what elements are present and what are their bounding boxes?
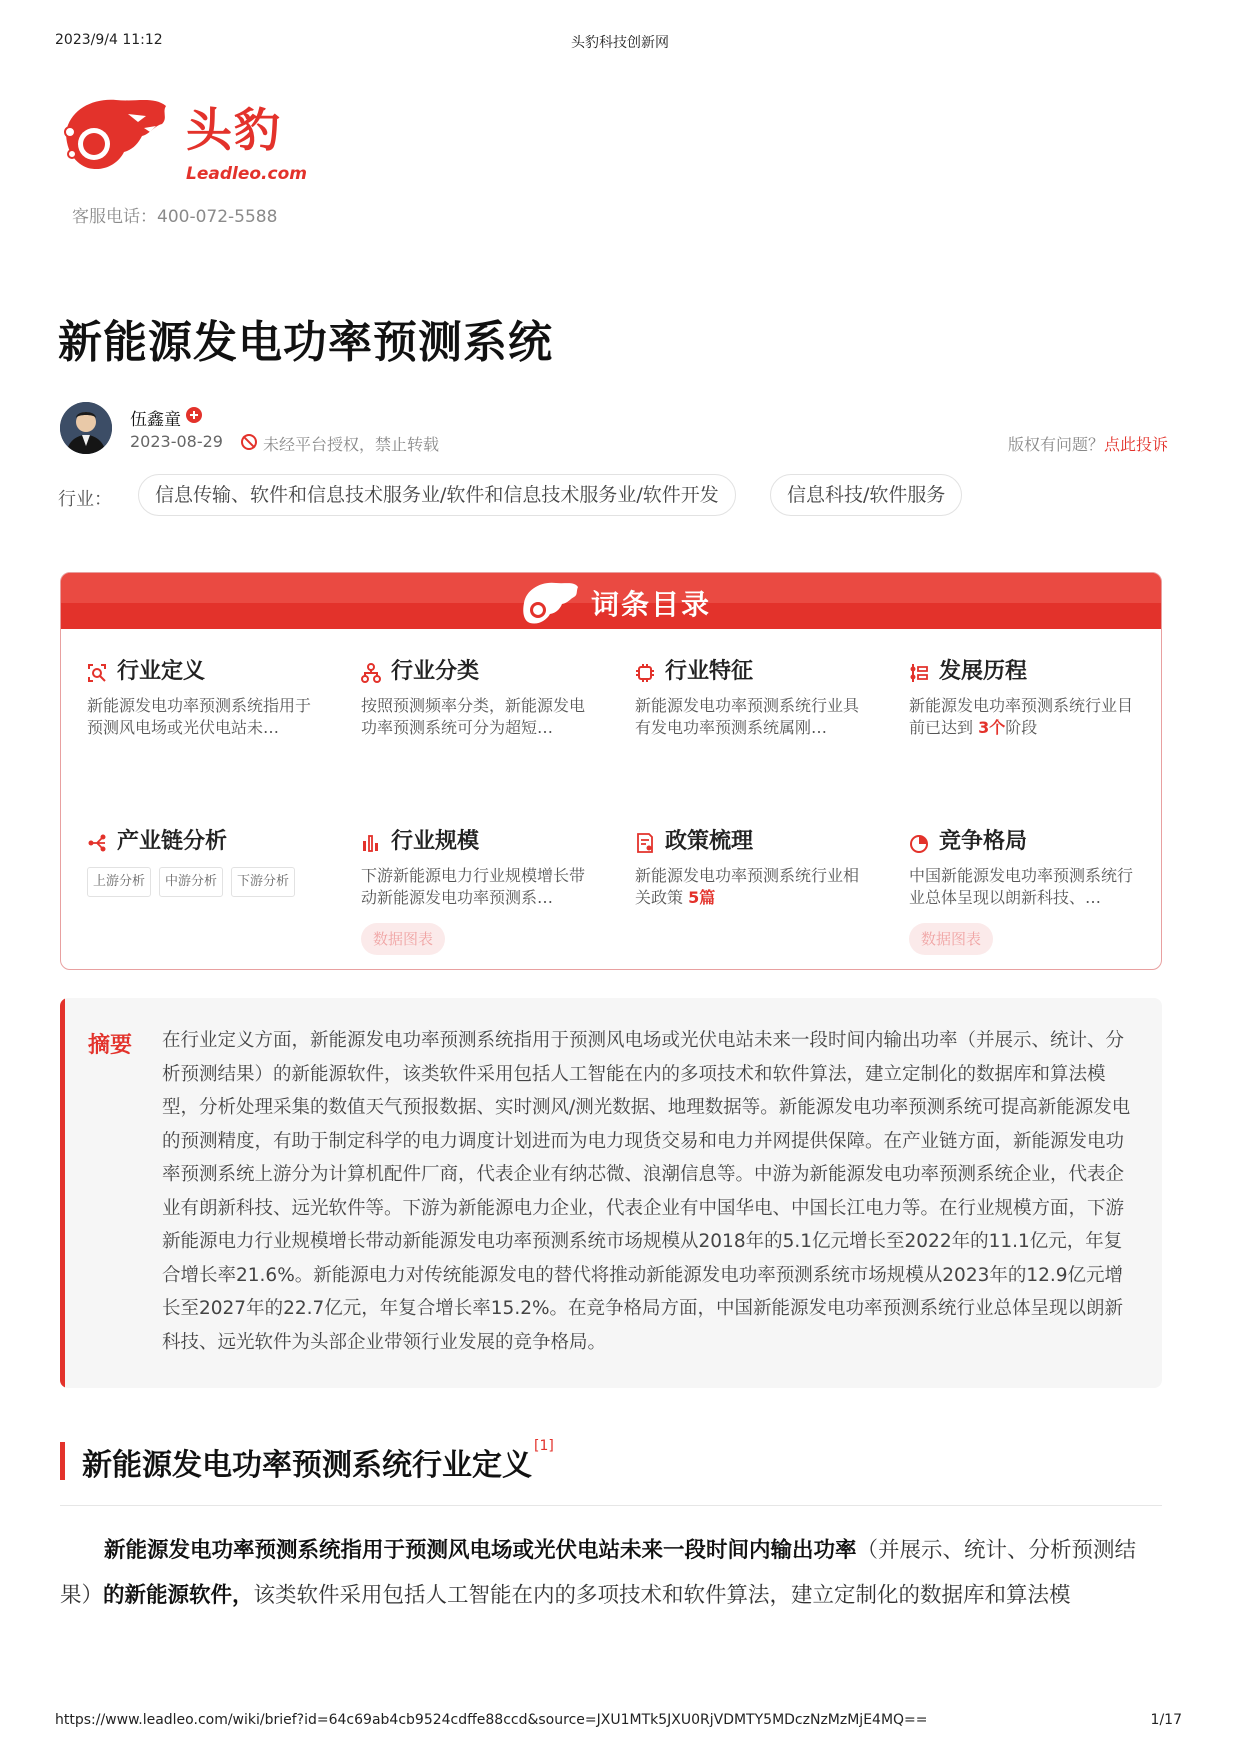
summary-box (60, 998, 1162, 1388)
copyright-question: 版权有问题？ (1007, 435, 1104, 454)
no-reprint-icon (241, 434, 257, 450)
toc-item-desc: 新能源发电功率预测系统行业相关政策 5篇 (635, 866, 860, 907)
author-name[interactable]: 伍鑫童 (130, 410, 181, 430)
verified-badge-icon (186, 407, 202, 423)
toc-item-desc: 下游新能源电力行业规模增长带动新能源发电功率预测系… (361, 866, 586, 907)
print-datetime: 2023/9/4 11:12 (55, 32, 163, 48)
author-avatar[interactable] (60, 402, 112, 454)
sub-tag-downstream[interactable]: 下游分析 (231, 867, 295, 897)
document-icon (635, 833, 655, 853)
toc-box (60, 572, 1162, 970)
toc-item-desc: 新能源发电功率预测系统行业目前已达到 3个阶段 (909, 696, 1134, 737)
toc-item-title: 行业定义 (117, 659, 206, 684)
publish-date: 2023-08-29 (130, 432, 223, 451)
toc-item-desc: 按照预测频率分类，新能源发电功率预测系统可分为超短… (361, 696, 586, 737)
service-hotline: 客服电话：400-072-5588 (72, 207, 278, 227)
toc-item-title: 行业特征 (665, 659, 754, 684)
print-page-number: 1/17 (1150, 1712, 1182, 1728)
leopard-logo-icon (58, 92, 178, 182)
data-chart-chip[interactable]: 数据图表 (909, 923, 993, 955)
leadleo-logo[interactable] (58, 92, 308, 182)
person-icon (60, 402, 112, 454)
search-doc-icon (87, 663, 107, 683)
summary-label: 摘要 (88, 1033, 133, 1058)
page-title: 新能源发电功率预测系统 (58, 317, 553, 368)
toc-item-title: 产业链分析 (117, 829, 228, 854)
industry-label: 行业： (58, 489, 112, 510)
data-chart-chip[interactable]: 数据图表 (361, 923, 445, 955)
toc-heading: 词条目录 (591, 588, 712, 621)
logo-text-en: Leadleo.com (186, 164, 307, 184)
chip-icon (635, 663, 655, 683)
stage-count: 3个 (978, 718, 1006, 737)
toc-header (61, 573, 1161, 629)
section-accent-bar (60, 1442, 65, 1480)
bar-chart-icon (361, 833, 381, 853)
print-site-title: 头豹科技创新网 (571, 35, 669, 51)
hierarchy-icon (361, 663, 381, 683)
toc-item-title: 行业规模 (391, 829, 480, 854)
toc-item-title: 政策梳理 (665, 829, 754, 854)
print-url: https://www.leadleo.com/wiki/brief?id=64c69ab4cb9524cdffe88ccd&source=JXU1MTk5JXU0RjVDMTY5MDczNzMzMjE4MQ== (55, 1712, 928, 1728)
industry-tag[interactable]: 信息传输、软件和信息技术服务业/软件和信息技术服务业/软件开发 (138, 474, 736, 516)
copyright-complaint (1008, 432, 1168, 455)
toc-item-desc: 新能源发电功率预测系统指用于预测风电场或光伏电站未… (87, 696, 312, 737)
toc-item-desc: 新能源发电功率预测系统行业具有发电功率预测系统属刚… (635, 696, 860, 737)
toc-item-desc: 中国新能源发电功率预测系统行业总体呈现以朗新科技、… (909, 866, 1134, 907)
industry-tag[interactable]: 信息科技/软件服务 (770, 474, 962, 516)
summary-text: 在行业定义方面，新能源发电功率预测系统指用于预测风电场或光伏电站未来一段时间内输出功率（并展示、统计、分析预测结果）的新能源软件，该类软件采用包括人工智能在内的多项技术和软件算法，建立定制化的数据库和算法模型，分析处理采集的数值天气预报数据、实时测风/测光数据、地理数据等。新能源发电功率预测系统可提高新能源发电的预测精度，有助于制定科学的电力调度计划进而为电力现货交易和电力并网提供保障。在产业链方面，新能源发电功率预测系统上游分为计算机配件厂商，代表企业有纳芯微、浪潮信息等。中游为新能源发电功率预测系统企业，代表企业有朗新科技、远光软件等。下游为新能源电力企业，代表企业有中国华电、中国长江电力等。在行业规模方面，下游新能源电力行业规模增长带动新能源发电功率预测系统市场规模从2018年的5.1亿元增长至2022年的11.1亿元，年复合增长率21.6%。新能源电力对传统能源发电的替代将推动新能源发电功率预测系统市场规模从2023年的12.9亿元增长至2027年的22.7亿元，年复合增长率15.2%。在竞争格局方面，中国新能源发电功率预测系统行业总体呈现以朗新科技、远光软件为头部企业带领行业发展的竞争格局。 (162, 1030, 1131, 1353)
section-body: 新能源发电功率预测系统指用于预测风电场或光伏电站未来一段时间内输出功率（并展示、统计、分析预测结果）的新能源软件，该类软件采用包括人工智能在内的多项技术和软件算法，建立定制化的数据库和算法模 (60, 1538, 1137, 1608)
toc-item-title: 竞争格局 (939, 829, 1028, 854)
logo-text-cn: 头豹 (186, 103, 282, 157)
toc-item-title: 发展历程 (939, 659, 1028, 684)
pie-chart-icon (909, 833, 929, 853)
leopard-icon (516, 577, 582, 627)
timeline-icon (909, 663, 929, 683)
complain-link[interactable]: 点此投诉 (1103, 435, 1168, 454)
reference-link[interactable]: [1] (534, 1438, 554, 1454)
chain-flow-icon (87, 833, 107, 853)
sub-tag-upstream[interactable]: 上游分析 (87, 867, 151, 897)
section-title: 新能源发电功率预测系统行业定义[1] (82, 1438, 554, 1483)
policy-count: 5篇 (688, 888, 716, 907)
section-divider (60, 1505, 1162, 1506)
sub-tag-midstream[interactable]: 中游分析 (159, 867, 223, 897)
toc-item-title: 行业分类 (391, 659, 480, 684)
summary-accent-bar (60, 998, 65, 1388)
no-reprint-notice: 未经平台授权，禁止转载 (263, 435, 440, 454)
